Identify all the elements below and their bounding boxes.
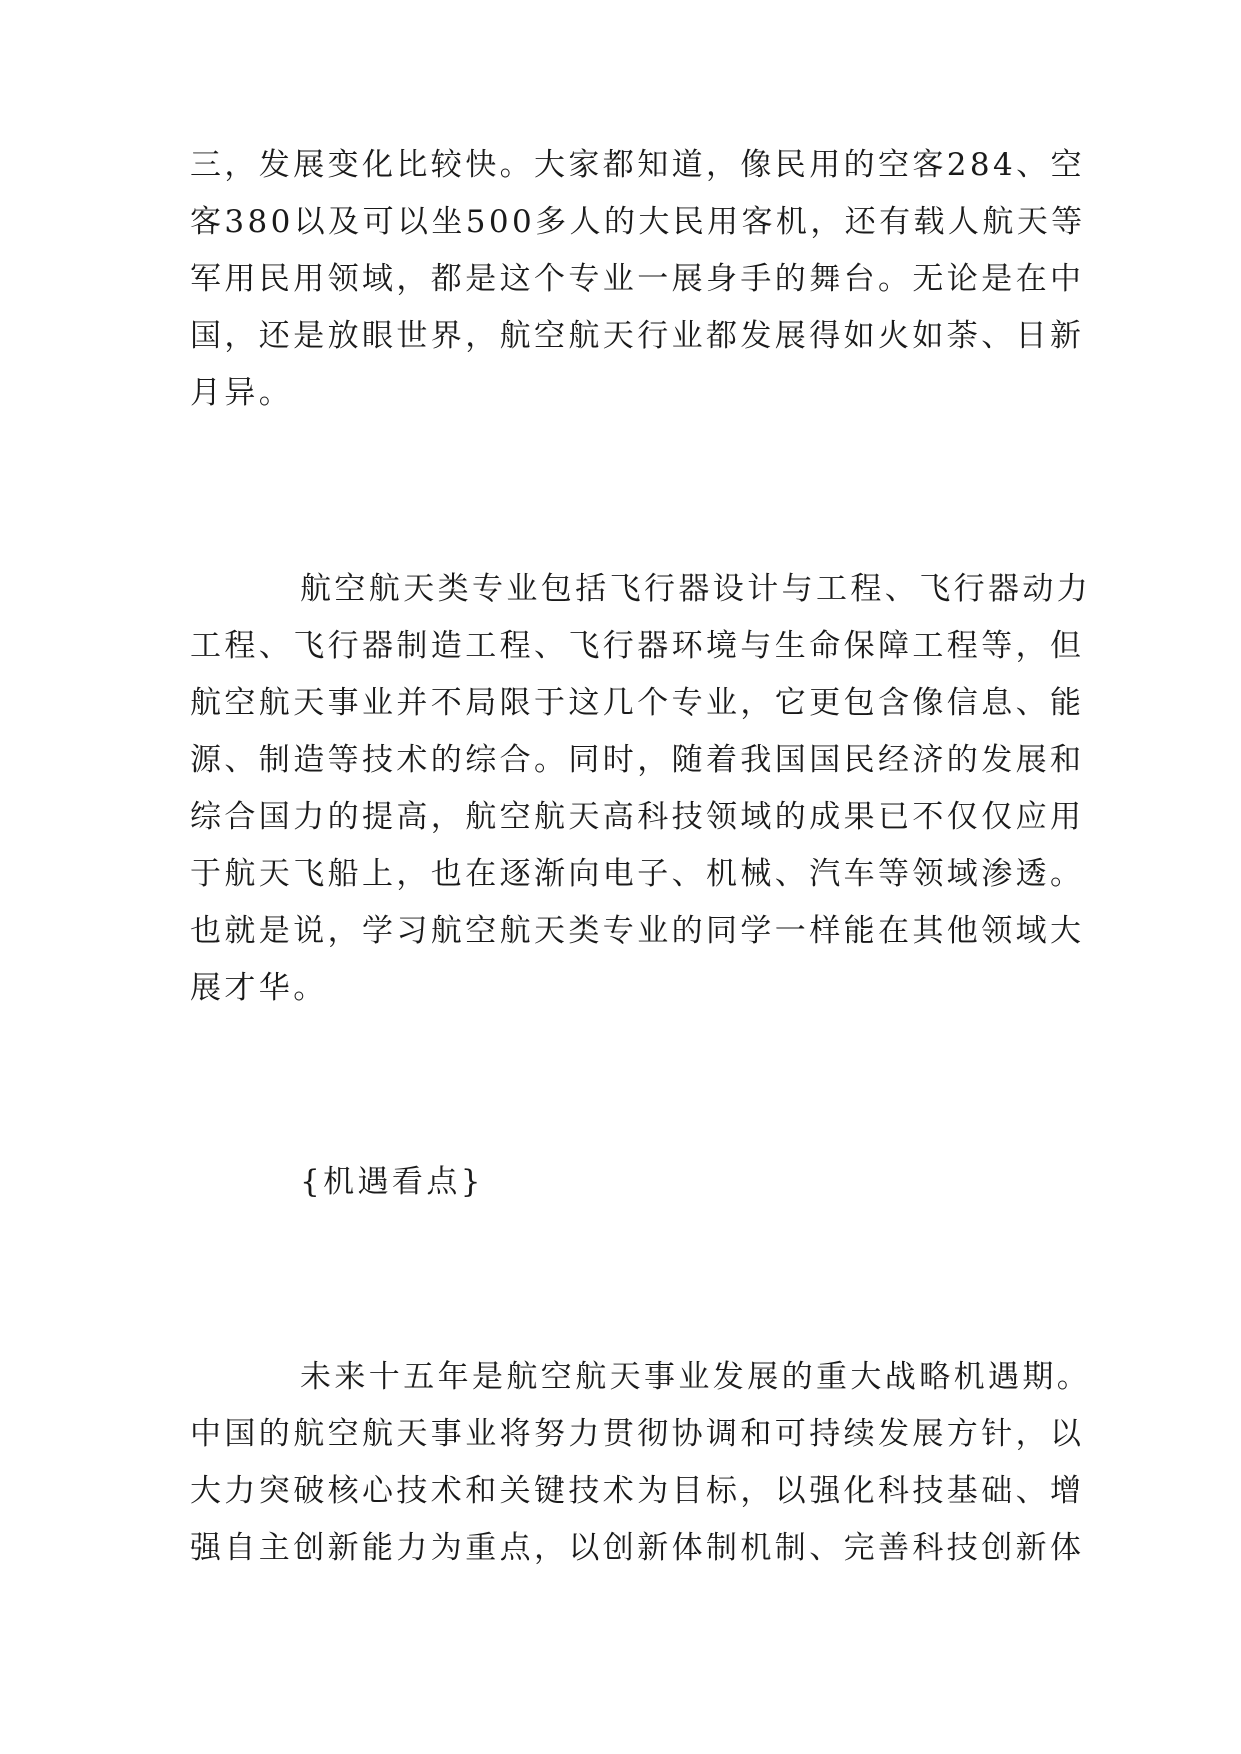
paragraph-line: 客380以及可以坐500多人的大民用客机，还有载人航天等: [190, 204, 1086, 240]
paragraph-line: 展才华。: [190, 970, 328, 1006]
paragraph-line: 中国的航空航天事业将努力贯彻协调和可持续发展方针，以: [190, 1416, 1085, 1452]
paragraph-line: 于航天飞船上，也在逐渐向电子、机械、汽车等领域渗透。: [190, 856, 1085, 892]
paragraph-first-line: 航空航天类专业包括飞行器设计与工程、飞行器动力: [300, 571, 1092, 607]
paragraph-line: 国，还是放眼世界，航空航天行业都发展得如火如荼、日新: [190, 318, 1085, 354]
paragraph-line: 综合国力的提高，航空航天高科技领域的成果已不仅仅应用: [190, 799, 1085, 835]
paragraph-first-line: 未来十五年是航空航天事业发展的重大战略机遇期。: [300, 1359, 1092, 1395]
paragraph-line: 强自主创新能力为重点，以创新体制机制、完善科技创新体: [190, 1530, 1085, 1566]
paragraph-line: 也就是说，学习航空航天类专业的同学一样能在其他领域大: [190, 913, 1085, 949]
paragraph-line: 航空航天事业并不局限于这几个专业，它更包含像信息、能: [190, 685, 1085, 721]
section-heading-text: {机遇看点}: [300, 1164, 484, 1200]
paragraph-line: 大力突破核心技术和关键技术为目标，以强化科技基础、增: [190, 1473, 1085, 1509]
paragraph-line: 军用民用领域，都是这个专业一展身手的舞台。无论是在中: [190, 261, 1085, 297]
paragraph-line: 源、制造等技术的综合。同时，随着我国国民经济的发展和: [190, 742, 1085, 778]
paragraph-line: 三，发展变化比较快。大家都知道，像民用的空客284、空: [190, 147, 1085, 183]
paragraph-line: 月异。: [190, 375, 294, 411]
paragraph-line: 工程、飞行器制造工程、飞行器环境与生命保障工程等，但: [190, 628, 1085, 664]
